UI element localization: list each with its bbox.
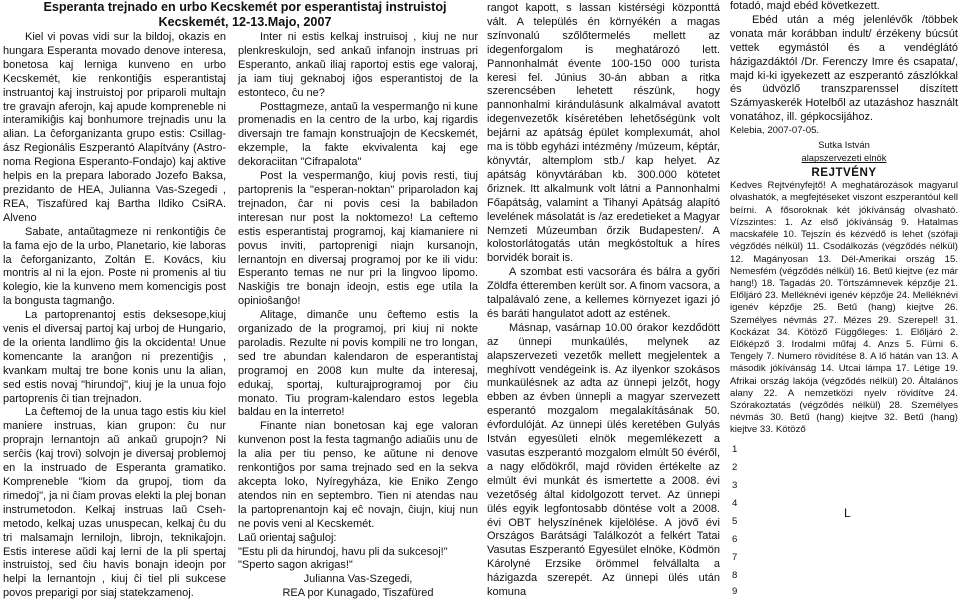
paragraph: A szombat esti vacsorára és bálra a győri Zöldfa étteremben került sor. A finom vacsora, a talpalávaló zene, a kellemes környezet igazi jó és baráti hangulatot adott az estének. <box>487 266 720 320</box>
paragraph: Sabate, antaŭtagmeze ni renkontiĝis ĉe la fama ejo de la urbo, Planetario, kie laboras la ĉeforganizanto, Zoltán E. Kovács, kiu montris al ni la ejon. Poste ni promenis al tiu kolegio, kie la kunveno mem komencigis post la bongusta tagmanĝo. <box>3 225 226 308</box>
article-title <box>0 0 490 30</box>
quote: "Estu pli da hirundoj, havu pli da sukcesoj!" <box>238 545 448 558</box>
paragraph: fotadó, majd ebéd következett. <box>730 0 880 12</box>
paragraph: La ĉeftemoj de la unua tago estis kiu kiel maniere instruas, kian grupon: ĉu nur proprajn lernantojn aŭ ankaŭ grupojn? Ni serĉis (kaj trovi) solvojn je diversaj problemoj en la instruado de Esperanta gramatiko. Kompreneble "kiom da grupoj, tiom da rimedoj", ja ni ĉiam provas elekti la plej bonan instrumetodon. Kelkaj instruas laŭ Cseh-metodo, kelkaj uzas unuspecan, kelkaj ĉu du tri malsamajn lernilojn, librojn, teknikaĵojn. Estis interese aŭdi kaj lerni de la pli spertaj instruistoj, sed ĉiu havis bonajn ideojn por helpi la lernantojn , kiuj ĉi tiel pli sukcese povos preparigi por siaj statekzamenoj. <box>3 406 226 600</box>
column-2 <box>238 31 478 601</box>
paragraph: Finante nian bonetosan kaj ege valoran kunvenon post la festa tagmanĝo adiaŭis unu de la alia per tiu penso, ke aŭtune ni denove renkontiĝos por sama trejnado sed en la sekva akcepta loko, Nyíregyháza, kie Eniko Zengo atendos nin en septembro. Tien ni atendas nau la partoprenantojn kaj eĉ novajn, ĉiujn, kiuj nun ne povis veni al Kecskemét. <box>238 420 478 530</box>
date-line: Kelebia, 2007-07-05. <box>730 125 820 137</box>
grid-row-number: 2 <box>732 462 738 473</box>
grid-row-number: 8 <box>732 570 738 581</box>
paragraph: Ebéd után a még jelenlévők /többek vonata már korábban indult/ érzékeny búcsút vettek egymástól és a vendéglátó házigazdáktól /Dr. Ferenczy Imre és csapata/, majd ki-ki igyekezett az eszperantó zászlókkal és üdvözlő transzparenssel díszített Számyaskerék Hotelből az utazáshoz használt vonatához, ill. gépkocsijához. <box>730 13 958 124</box>
crossword-grid <box>730 444 958 602</box>
puzzle-text: Kedves Rejtvényfejtő! A meghatározások magyarul olvashatók, a megfejtéseket viszont eszperantóul kell beírni. A fősoroknak két jókívánság olvasható. Vízszintes: 1. Az első jókívánság 9. Hatalmas macskaféle 10. Tejszín és kézvédő is lehet (szófaji végződés nélkül) 11. Csodálkozás (végződés nélkül) 12. Magányosan 13. Dél-Amerikai ország 15. Nemesfém (végződés nélkül) 16. Betű kiejtve (ez már hang!) 18. Tagadás 20. Törtszámnevek képzője 21. Előljáró 23. Melléknévi igenév képzője 24. Melléknévi igenév képzője 25. Betű (hang) kiejtve 26. Személyes névmás 27. Mézes 29. Szerepel! 31. Kockázat 34. Kötöző Függőleges: 1. Előljáró 2. Előképző 3. Irodalmi műfaj 4. Anzs 5. Fürni 6. Tengely 7. Numero rövidítése 8. A lő hátán van 13. A második jókívánság 14. Utcai lámpa 17. Létige 19. Afrikai ország lakója (végződés nélkül) 20. Általános alany 22. A nemzetközi nyelv rövidítve 24. Szórakoztatás (végződés nélkül) 28. Személyes névmás 30. Betű (hang) kiejtve 32. Betű (hang) kiejtve 33. Kötöző <box>730 180 958 436</box>
grid-row-number: 7 <box>732 552 738 563</box>
paragraph: Alitage, dimanĉe unu ĉeftemo estis la organizado de la programoj, pri kiuj ni nokte paroladis. Rezulte ni povis kompili ne tro longan, sed tre abundan kalendaron de esperantistaj programoj en 2008 kun multe da interesaj, edukaj, sportaj, kulturajprogramoj por ĉiu monato. Tiu program-kalendaro estos legebla baldau en la interreto! <box>238 309 478 419</box>
paragraph: rangot kapott, s lassan kistérségi központtá vált. A település én környékén a magas színvonalú szőlőtermelés mellett az idegenforgalom is meghatározó lett. Pannonhalmát évente 100-150 000 turista keresi fel. Június 30-án abban a ritka szerencsében lehetett részünk, hogy pannonhalmi kirándulásunk alkalmával avatott idegenvezetők kíséretében lehetőségünk volt bejárni az apátság épület komplexumát, ahol ma is több egyházi intézmény /múzeum, képtár, könyvtár, altemplom stb./ kap helyet. Az apátság könyvtárában kb. 300.000 kötetet őriznek. Itt alkalmunk volt látni a Pannonhalmi Főapátság, valamint a Tihanyi Apátság alapító levelének másolatát is /az eredetieket a Magyar Nemzeti Múzeumban őrzik Budapesten/. A kolostorlátogatás után megkóstoltuk a híres borvidék borait is. <box>487 2 720 265</box>
title-line-2: Kecskemét, 12-13.Majo, 2007 <box>158 15 332 29</box>
puzzle-heading: REJTVÉNY <box>811 166 877 180</box>
signature-name: Sutka István <box>818 138 870 150</box>
signature-role: alapszervezeti elnök <box>801 152 887 164</box>
grid-row-number: 6 <box>732 534 738 545</box>
paragraph: Másnap, vasárnap 10.00 órakor kezdődött az ünnepi munkaülés, melynek az alapszervezeti vezetők mellett megjelentek a meghívott vendégeink is. Az ilyenkor szokásos munkaülésnek az adta az ünnepi jelzőt, hogy ebben az évben ünnepli a magyar szervezett esperantó mozgalom megalakításának 50. évfordulóját. Az ünnepi ülés keretében Gulyás István egyesületi elnök megemlékezett a vasutas eszperantó mozgalom elmúlt 50 évéről, a nagy elődökről, majd röviden értékelte az elmúlt évi munkát és ismertette a 2008. évi vezetőség által kidolgozott tervet. Az ünnepi ülés egyik legfontosabb döntése volt a 2008. évi OBT helyszínének kijelölése. A jövő évi Országos Barátsági Találkozót a felkért Tatai Vasutas Eszperantó Egyesület elnöke, Ködmön Károlyné Erzsike örömmel felvállalta a házigazda szerepét. Az ünnepi ülés után komuna <box>487 321 720 599</box>
paragraph: Kiel vi povas vidi sur la bildoj, okazis en hungara Esperanta movado denove interesa, bonetosa kaj lerniga kunveno en urbo Kecskemét, kie renkontiĝis esperantistaj instruantoj kaj instruistoj por priparoli multajn tre gravajn aferojn, kaj apude kompreneble ni interamikiĝis kaj bonhumore trejnadis unu la alian. La ĉeforganizanta grupo estis: Csillag-ász Regionális Eszperantó Alapítvány (Astro-noma Regiona Esperanto-Fondajo) kaj aktive helpis en la prepara laborado Jozefo Baksa, prezidanto de HEA, Julianna Vas-Szegedi , REA, Tiszafüred kaj Bartha Ildiko CsiRA. Alveno <box>3 31 226 224</box>
paragraph: La partoprenantoj estis deksesope,kiuj venis el diversaj partoj kaj urboj de Hungario, de la orienta landlimo ĝis la okcidenta! Unue komencante la aranĝon ni prezentiĝis , kvankam multaj tre bone konis unu la alian, sed estis novaj "hirundoj", kiuj je la unua fojo partoprenis ĉi tian trejnadon. <box>3 309 226 405</box>
column-1 <box>3 31 226 601</box>
quote: "Sperto sagon akrigas!" <box>238 559 353 572</box>
grid-row-number: 1 <box>732 444 738 455</box>
paragraph: Posttagmeze, antaŭ la vespermanĝo ni kune promenadis en la centro de la urbo, kaj rigardis diversajn tre famajn konstruaĵojn de Kecskemét, ekzemple, la fakte ekvivalenta kaj ege dekoraciitan "Cifrapalota" <box>238 100 478 169</box>
column-4 <box>730 0 958 437</box>
signature-org: REA por Kunagado, Tiszafüred <box>282 587 434 600</box>
signature-name: Julianna Vas-Szegedi, <box>303 573 413 586</box>
grid-row-number: 3 <box>732 480 738 491</box>
paragraph: Laŭ orientaj saĝuloj: <box>238 531 337 544</box>
title-line-1: Esperanta trejnado en urbo Kecskemét por esperantistaj instruistoj <box>43 0 447 14</box>
paragraph: Post la vespermanĝo, kiuj povis resti, tiuj partoprenis la "esperan-noktan" priparoladon kaj trejnadon, ĉar ni povis cesi la babiladon interesan nur post la noktomezo! La ceftemo estis esperantistaj programoj, kaj kiamaniere ni povus inviti, partoprenigi niajn kursanojn, lernantojn en diversaj programoj por ke ili vidu: Esperanto temas ne nur pri la lingvoo lipomo. Naskiĝis tre bonajn ideojn, estis ege utila la opinioŝanĝo! <box>238 170 478 308</box>
paragraph: Inter ni estis kelkaj instruisoj , kiuj ne nur plenkreskulojn, sed ankaŭ infanojn instruas pri Esperanto, ankaŭ iliaj raportoj estis ege valoraj, ja iam tiuj geknaboj iĝos esperantistoj de la estonteco, ĉu ne? <box>238 31 478 99</box>
grid-row-number: 5 <box>732 516 738 527</box>
grid-row-number: 9 <box>732 586 738 597</box>
grid-row-number: 4 <box>732 498 738 509</box>
column-3 <box>487 2 720 600</box>
grid-letter: L <box>844 506 851 520</box>
